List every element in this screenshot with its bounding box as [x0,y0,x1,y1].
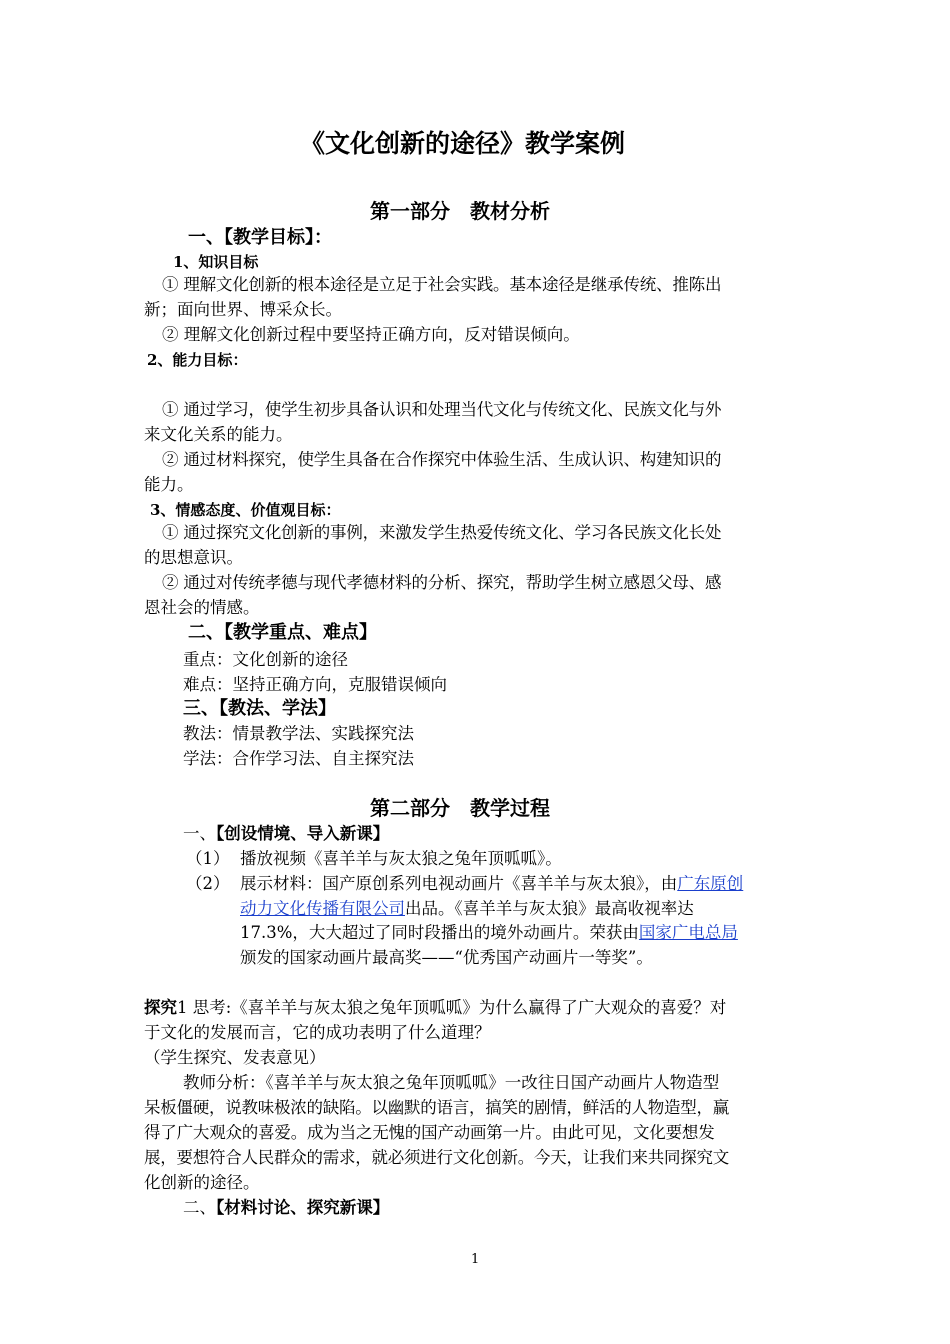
list-item-2-number: （2） [186,874,230,893]
intro-heading-number: 一、 [183,824,216,843]
ability-heading: 2、能力目标： [147,351,248,369]
teaching-method: 教法：情景教学法、实践探究法 [183,724,414,743]
emotion-goal-1-line1: ① 通过探究文化创新的事例，来激发学生热爱传统文化、学习各民族文化长处 [162,523,722,542]
knowledge-heading: 1、知识目标 [173,253,259,271]
key-point: 重点：文化创新的途径 [183,650,348,669]
emotion-goal-1-line2: 的思想意识。 [144,548,243,567]
list-item-1-number: （1） [186,849,230,868]
explore-question: 1 思考:《喜羊羊与灰太狼之兔年顶呱呱》为什么赢得了广大观众的喜爱？对 [177,998,727,1017]
knowledge-goal-1-line1: ① 理解文化创新的根本途径是立足于社会实践。基本途径是继承传统、推陈出 [162,275,722,294]
ability-goal-2-line1: ② 通过材料探究，使学生具备在合作探究中体验生活、生成认识、构建知识的 [162,450,722,469]
emotion-heading: 3、情感态度、价值观目标： [150,501,341,519]
list-item-1-text: 播放视频《喜羊羊与灰太狼之兔年顶呱呱》。 [240,849,562,868]
part1-heading: 第一部分 教材分析 [370,199,550,223]
methods-heading: 三、【教法、学法】 [183,698,336,719]
document-title: 《文化创新的途径》教学案例 [300,129,626,158]
intro-heading [183,823,389,845]
material-heading-text: 【材料讨论、探究新课】 [216,1198,390,1217]
knowledge-goal-2: ② 理解文化创新过程中要坚持正确方向，反对错误倾向。 [162,325,580,344]
ability-goal-2-line2: 能力。 [144,475,194,494]
part2-heading: 第二部分 教学过程 [370,796,550,820]
item2-text: 出品。《喜羊羊与灰太狼》最高收视率达 [405,899,694,918]
ability-goal-1-line1: ① 通过学习，使学生初步具备认识和处理当代文化与传统文化、民族文化与外 [162,400,722,419]
list-item-2-line1 [240,873,743,895]
explore-line2: 于文化的发展而言，它的成功表明了什么道理？ [144,1023,491,1042]
difficult-point: 难点：坚持正确方向，克服错误倾向 [183,675,447,694]
emotion-goal-2-line2: 恩社会的情感。 [144,598,260,617]
learning-method: 学法：合作学习法、自主探究法 [183,749,414,768]
explore-label: 探究 [144,998,177,1017]
intro-heading-text: 【创设情境、导入新课】 [216,824,390,843]
ability-goal-1-line2: 来文化关系的能力。 [144,425,293,444]
list-item-2-line2 [240,898,806,920]
list-item-2-line4: 颁发的国家动画片最高奖——“优秀国产动画片一等奖”。 [240,948,653,967]
item2-text: 17.3%，大大超过了同时段播出的境外动画片。荣获由 [240,923,639,942]
company-link[interactable]: 广东原创 [677,874,744,893]
keypoints-heading: 二、【教学重点、难点】 [188,622,377,643]
explore-line1 [144,997,726,1019]
material-heading-number: 二、 [183,1198,216,1217]
goals-heading: 一、【教学目标】： [188,227,332,248]
page-number: 1 [471,1252,480,1267]
teacher-analysis-line2: 呆板僵硬，说教味极浓的缺陷。以幽默的语言，搞笑的剧情，鲜活的人物造型，赢 [144,1098,729,1117]
emotion-goal-2-line1: ② 通过对传统孝德与现代孝德材料的分析、探究，帮助学生树立感恩父母、感 [162,573,722,592]
teacher-analysis-line3: 得了广大观众的喜爱。成为当之无愧的国产动画第一片。由此可见，文化要想发 [144,1123,715,1142]
item2-text: 展示材料：国产原创系列电视动画片《喜羊羊与灰太狼》，由 [240,874,678,893]
company-link-continued[interactable]: 动力文化传播有限公司 [240,899,405,918]
knowledge-goal-1-line2: 新；面向世界、博采众长。 [144,300,342,319]
teacher-analysis-line5: 化创新的途径。 [144,1173,260,1192]
material-heading [183,1197,389,1219]
list-item-2-line3 [240,922,738,944]
teacher-analysis-line4: 展，要想符合人民群众的需求，就必须进行文化创新。今天，让我们来共同探究文 [144,1148,729,1167]
student-note: （学生探究、发表意见） [144,1048,326,1067]
teacher-analysis-line1: 教师分析：《喜羊羊与灰太狼之兔年顶呱呱》一改往日国产动画片人物造型 [183,1073,720,1092]
sarft-link[interactable]: 国家广电总局 [638,923,738,942]
